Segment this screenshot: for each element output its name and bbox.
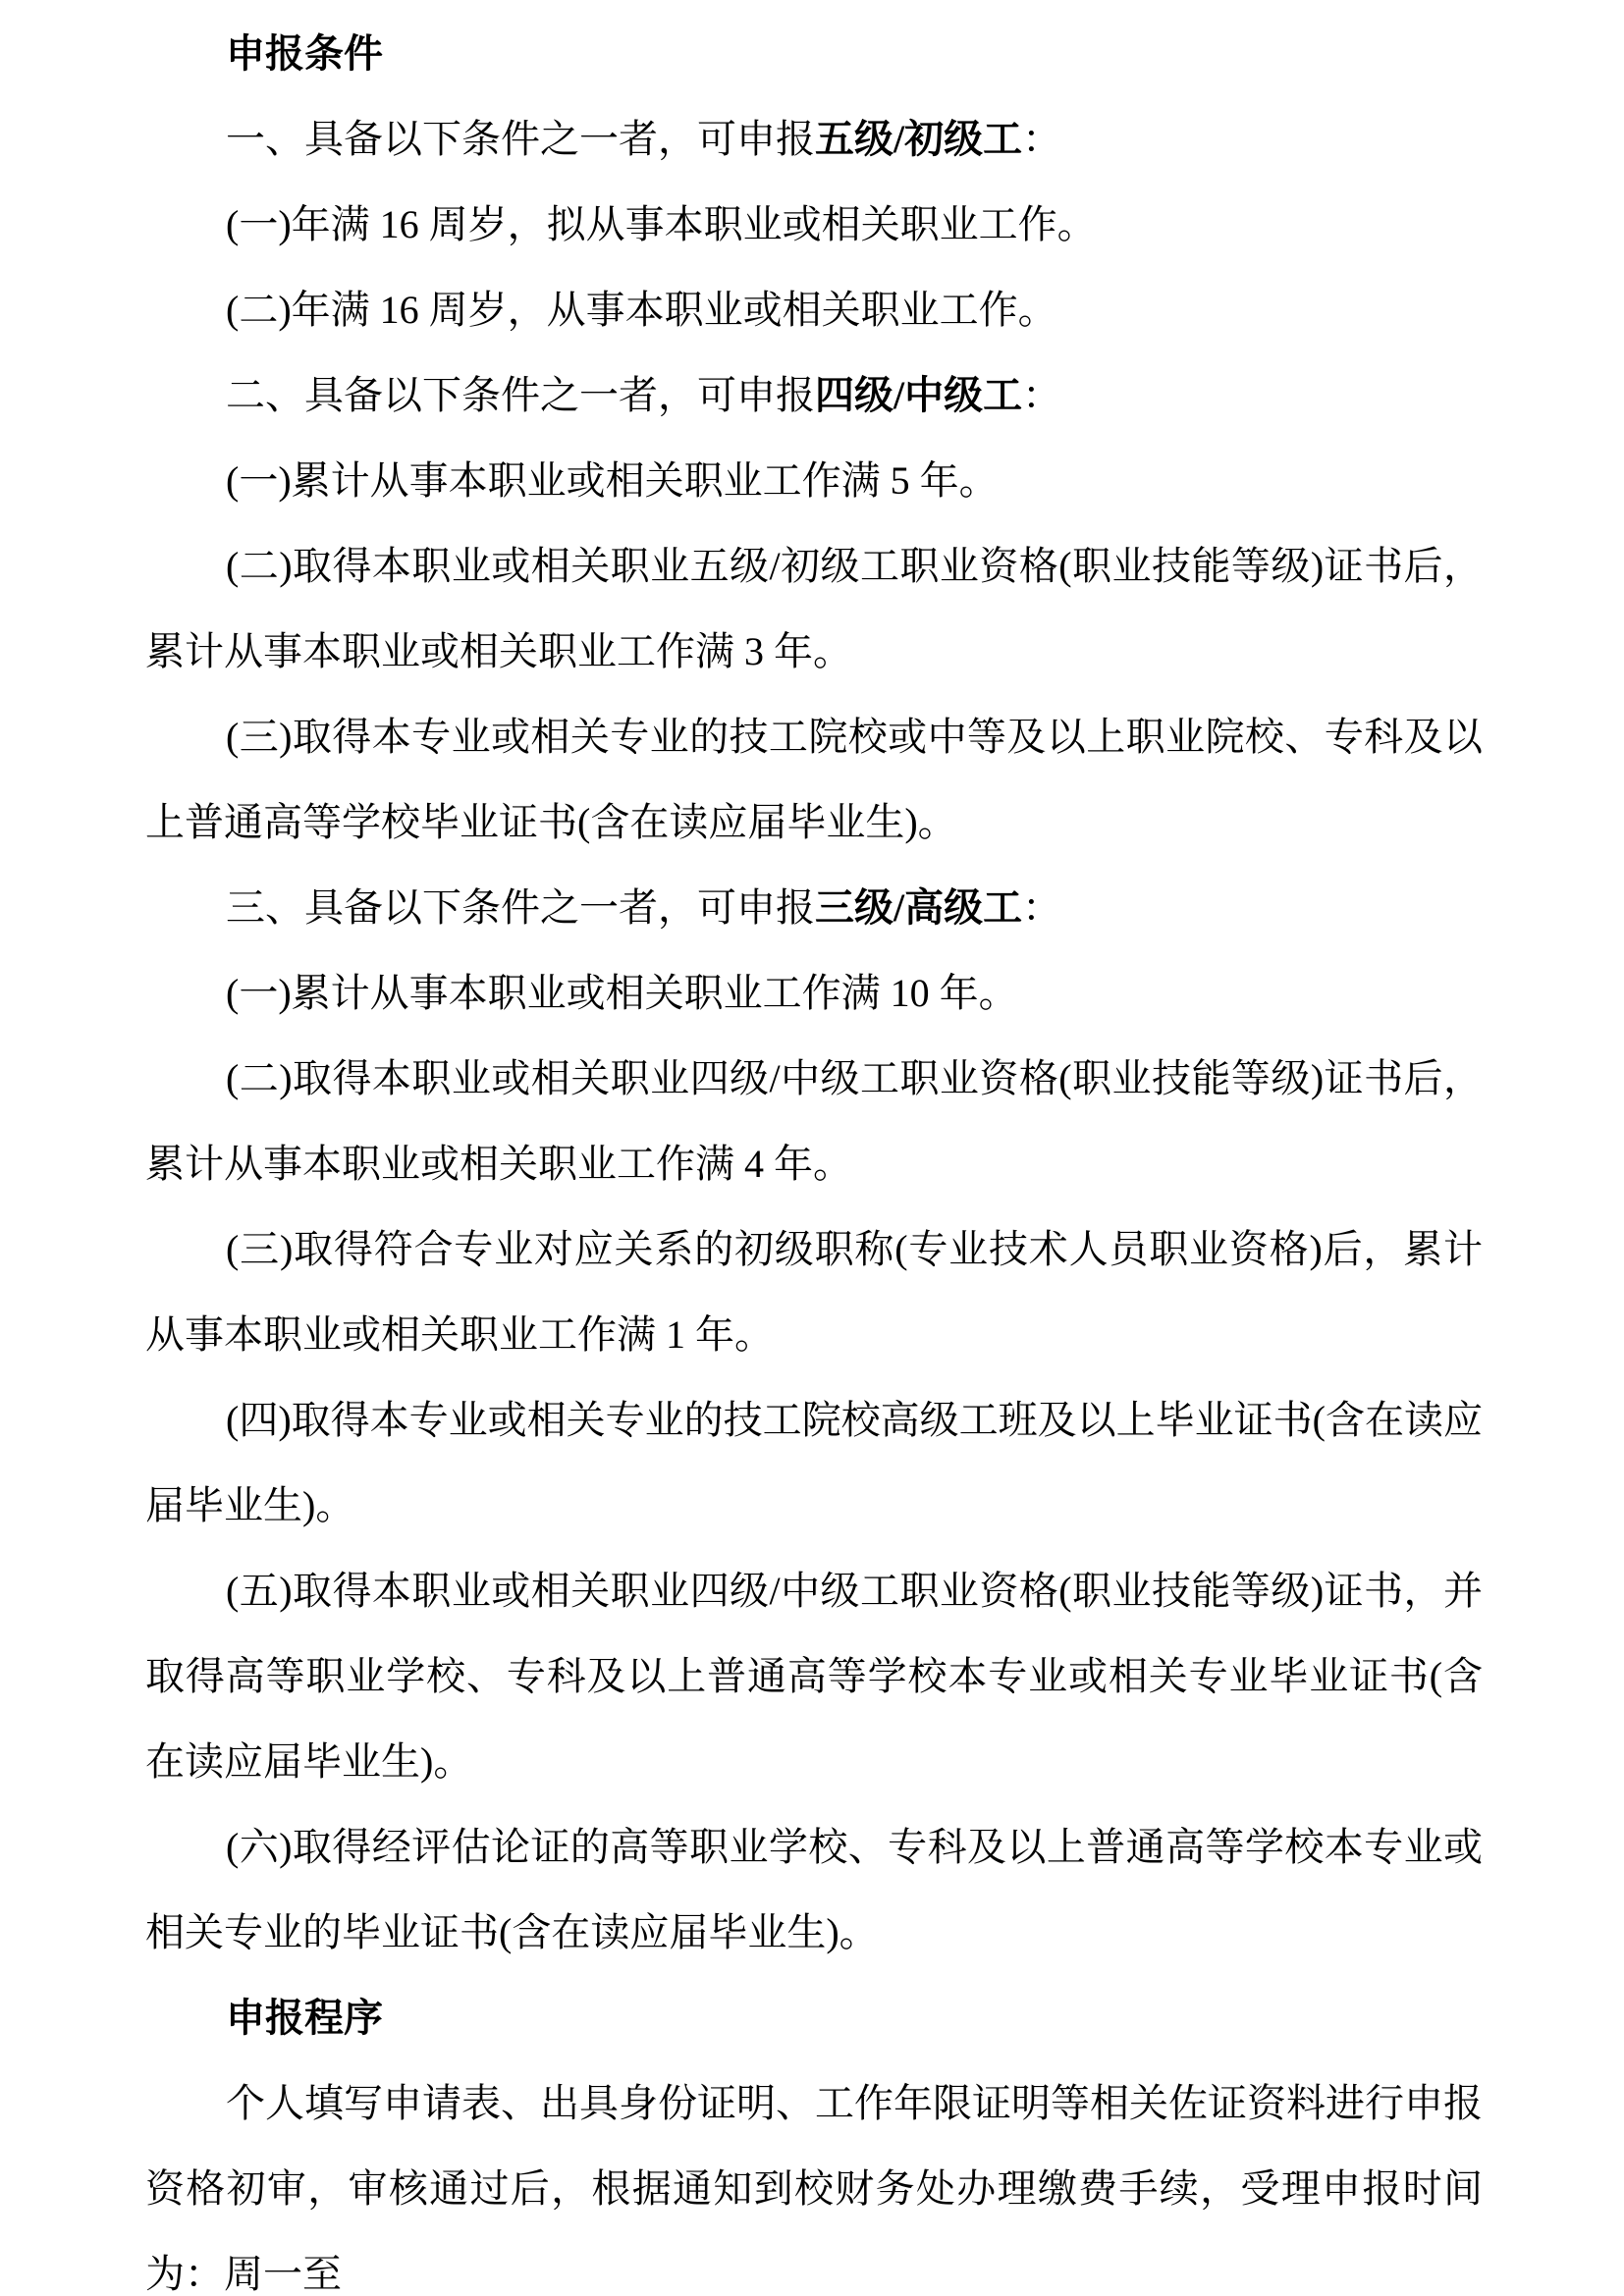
level-intro-paragraph-1: [145, 96, 1483, 182]
clause-paragraph: (六)取得经评估论证的高等职业学校、专科及以上普通高等学校本专业或相关专业的毕业证书(含在读应届毕业生)。: [145, 1825, 1483, 1954]
intro-text: 三、具备以下条件之一者，可申报: [226, 885, 815, 930]
level-name-junior: 五级/初级工: [815, 117, 1023, 161]
clause-paragraph: (一)累计从事本职业或相关职业工作满 5 年。: [226, 458, 999, 503]
clause-paragraph: (三)取得本专业或相关专业的技工院校或中等及以上职业院校、专科及以上普通高等学校毕业证书(含在读应届毕业生)。: [145, 715, 1483, 844]
intro-text: 一、具备以下条件之一者，可申报: [226, 117, 815, 161]
clause-paragraph: (一)累计从事本职业或相关职业工作满 10 年。: [226, 971, 1018, 1015]
intro-text: 二、具备以下条件之一者，可申报: [226, 373, 815, 417]
level-intro-paragraph-2: [145, 352, 1483, 438]
clause-paragraph: (二)取得本职业或相关职业五级/初级工职业资格(职业技能等级)证书后，累计从事本职业或相关职业工作满 3 年。: [145, 544, 1483, 673]
section-heading-procedure: 申报程序: [226, 1996, 383, 2040]
level-name-intermediate: 四级/中级工: [815, 373, 1023, 417]
clause-paragraph: (二)年满 16 周岁，从事本职业或相关职业工作。: [226, 288, 1057, 332]
clause-paragraph: (四)取得本专业或相关专业的技工院校高级工班及以上毕业证书(含在读应届毕业生)。: [145, 1398, 1483, 1527]
clause-paragraph: (三)取得符合专业对应关系的初级职称(专业技术人员职业资格)后，累计从事本职业或相关职业工作满 1 年。: [145, 1227, 1483, 1357]
clause-paragraph: (五)取得本职业或相关职业四级/中级工职业资格(职业技能等级)证书，并取得高等职业学校、专科及以上普通高等学校本专业或相关专业毕业证书(含在读应届毕业生)。: [145, 1569, 1483, 1784]
clause-paragraph: (一)年满 16 周岁，拟从事本职业或相关职业工作。: [226, 202, 1097, 246]
section-heading-conditions: 申报条件: [226, 31, 383, 76]
intro-colon: ：: [1022, 885, 1062, 930]
procedure-paragraph: 个人填写申请表、出具身份证明、工作年限证明等相关佐证资料进行申报资格初审，审核通过后，根据通知到校财务处办理缴费手续，受理申报时间为：周一至: [145, 2081, 1483, 2296]
clause-paragraph: (二)取得本职业或相关职业四级/中级工职业资格(职业技能等级)证书后，累计从事本职业或相关职业工作满 4 年。: [145, 1056, 1483, 1186]
level-intro-paragraph-3: [145, 865, 1483, 950]
level-name-senior: 三级/高级工: [815, 885, 1023, 930]
intro-colon: ：: [1022, 373, 1062, 417]
intro-colon: ：: [1022, 117, 1062, 161]
